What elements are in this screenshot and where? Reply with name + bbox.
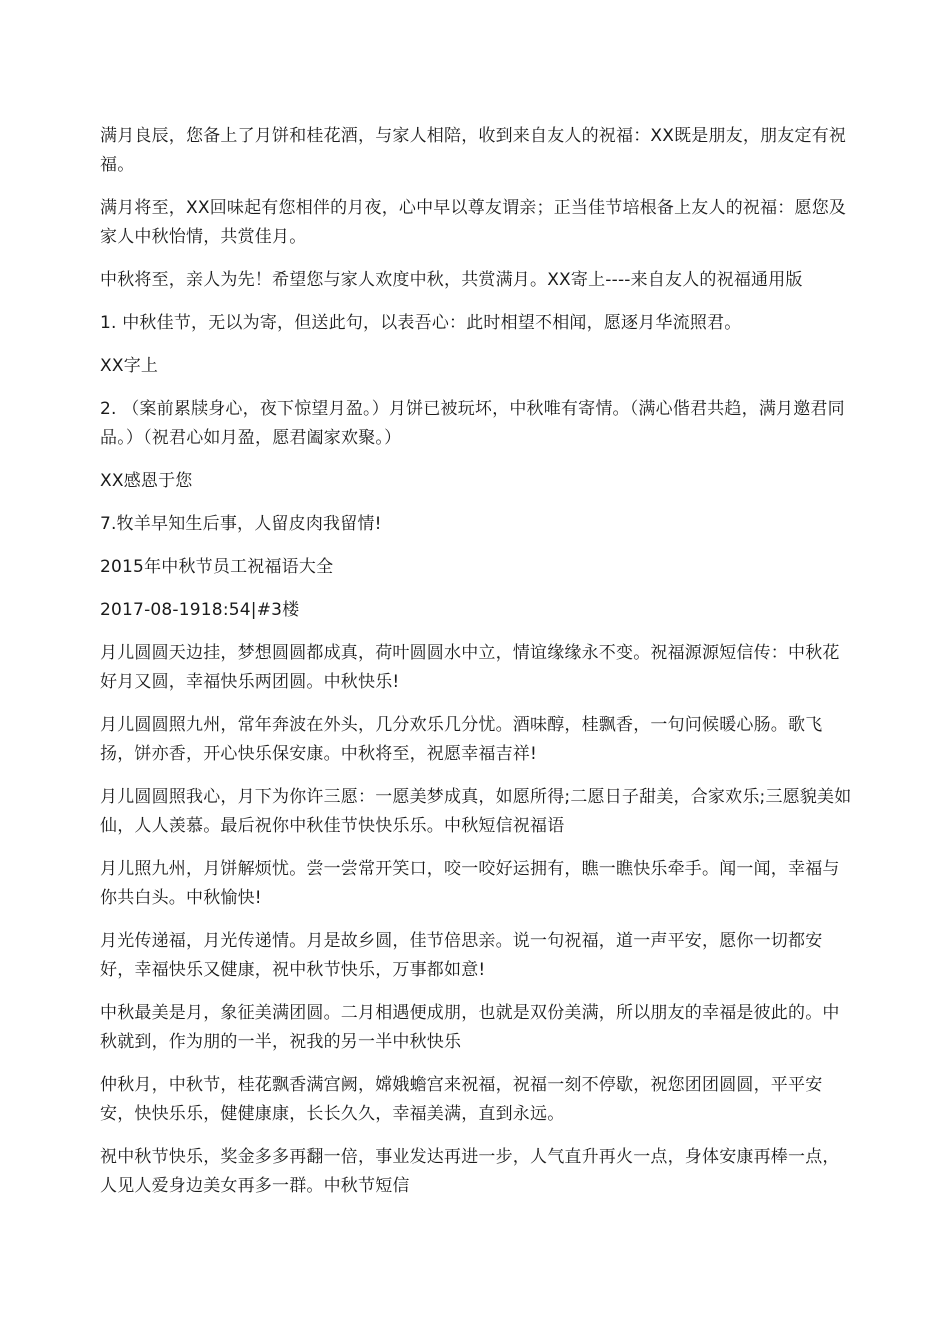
section-heading: 2015年中秋节员工祝福语大全 bbox=[100, 557, 334, 577]
paragraph-16: 中秋最美是月，象征美满团圆。二月相遇便成朋，也就是双份美满，所以朋友的幸福是彼此的。中秋就到，作为朋的一半，祝我的另一半中秋快乐 bbox=[100, 1003, 840, 1052]
paragraph-18: 祝中秋节快乐，奖金多多再翻一倍，事业发达再进一步，人气直升再火一点，身体安康再棒一点，人见人爱身边美女再多一群。中秋节短信 bbox=[100, 1147, 840, 1196]
paragraph-15: 月光传递福，月光传递情。月是故乡圆，佳节倍思亲。说一句祝福，道一声平安，愿你一切都安好，幸福快乐又健康，祝中秋节快乐，万事都如意! bbox=[100, 931, 823, 980]
paragraph-11: 月儿圆圆天边挂，梦想圆圆都成真，荷叶圆圆水中立，情谊缘缘永不变。祝福源源短信传：中秋花好月又圆，幸福快乐两团圆。中秋快乐! bbox=[100, 643, 840, 692]
paragraph-7: XX感恩于您 bbox=[100, 471, 193, 491]
paragraph-13: 月儿圆圆照我心，月下为你许三愿：一愿美梦成真，如愿所得;二愿日子甜美，合家欢乐;三愿貌美如仙，人人羡慕。最后祝你中秋佳节快快乐乐。中秋短信祝福语 bbox=[100, 787, 852, 836]
paragraph-4: 1. 中秋佳节，无以为寄，但送此句，以表吾心：此时相望不相闻，愿逐月华流照君。 bbox=[100, 313, 742, 333]
document-body bbox=[100, 122, 852, 1215]
paragraph-6: 2. （案前累牍身心，夜下惊望月盈。）月饼已被玩坏，中秋唯有寄情。（满心偕君共趋，满月邀君同品。）（祝君心如月盈，愿君阖家欢聚。） bbox=[100, 399, 845, 448]
paragraph-17: 仲秋月，中秋节，桂花飘香满宫阙，嫦娥蟾宫来祝福，祝福一刻不停歇，祝您团团圆圆，平平安安，快快乐乐，健健康康，长长久久，幸福美满，直到永远。 bbox=[100, 1075, 823, 1124]
paragraph-5: XX字上 bbox=[100, 356, 159, 376]
post-timestamp: 2017-08-1918:54|#3楼 bbox=[100, 600, 300, 620]
paragraph-8: 7.牧羊早知生后事，人留皮肉我留情! bbox=[100, 514, 382, 534]
paragraph-12: 月儿圆圆照九州，常年奔波在外头，几分欢乐几分忧。酒味醇，桂飘香，一句问候暖心肠。歌飞扬，饼亦香，开心快乐保安康。中秋将至，祝愿幸福吉祥! bbox=[100, 715, 823, 764]
paragraph-2: 满月将至，XX回味起有您相伴的月夜，心中早以尊友谓亲；正当佳节培根备上友人的祝福：愿您及家人中秋怡情，共赏佳月。 bbox=[100, 198, 847, 247]
paragraph-14: 月儿照九州，月饼解烦忧。尝一尝常开笑口，咬一咬好运拥有，瞧一瞧快乐牵手。闻一闻，幸福与你共白头。中秋愉快! bbox=[100, 859, 840, 908]
paragraph-3: 中秋将至，亲人为先！希望您与家人欢度中秋，共赏满月。XX寄上----来自友人的祝福通用版 bbox=[100, 270, 803, 290]
paragraph-1: 满月良辰，您备上了月饼和桂花酒，与家人相陪，收到来自友人的祝福：XX既是朋友，朋友定有祝福。 bbox=[100, 126, 847, 175]
